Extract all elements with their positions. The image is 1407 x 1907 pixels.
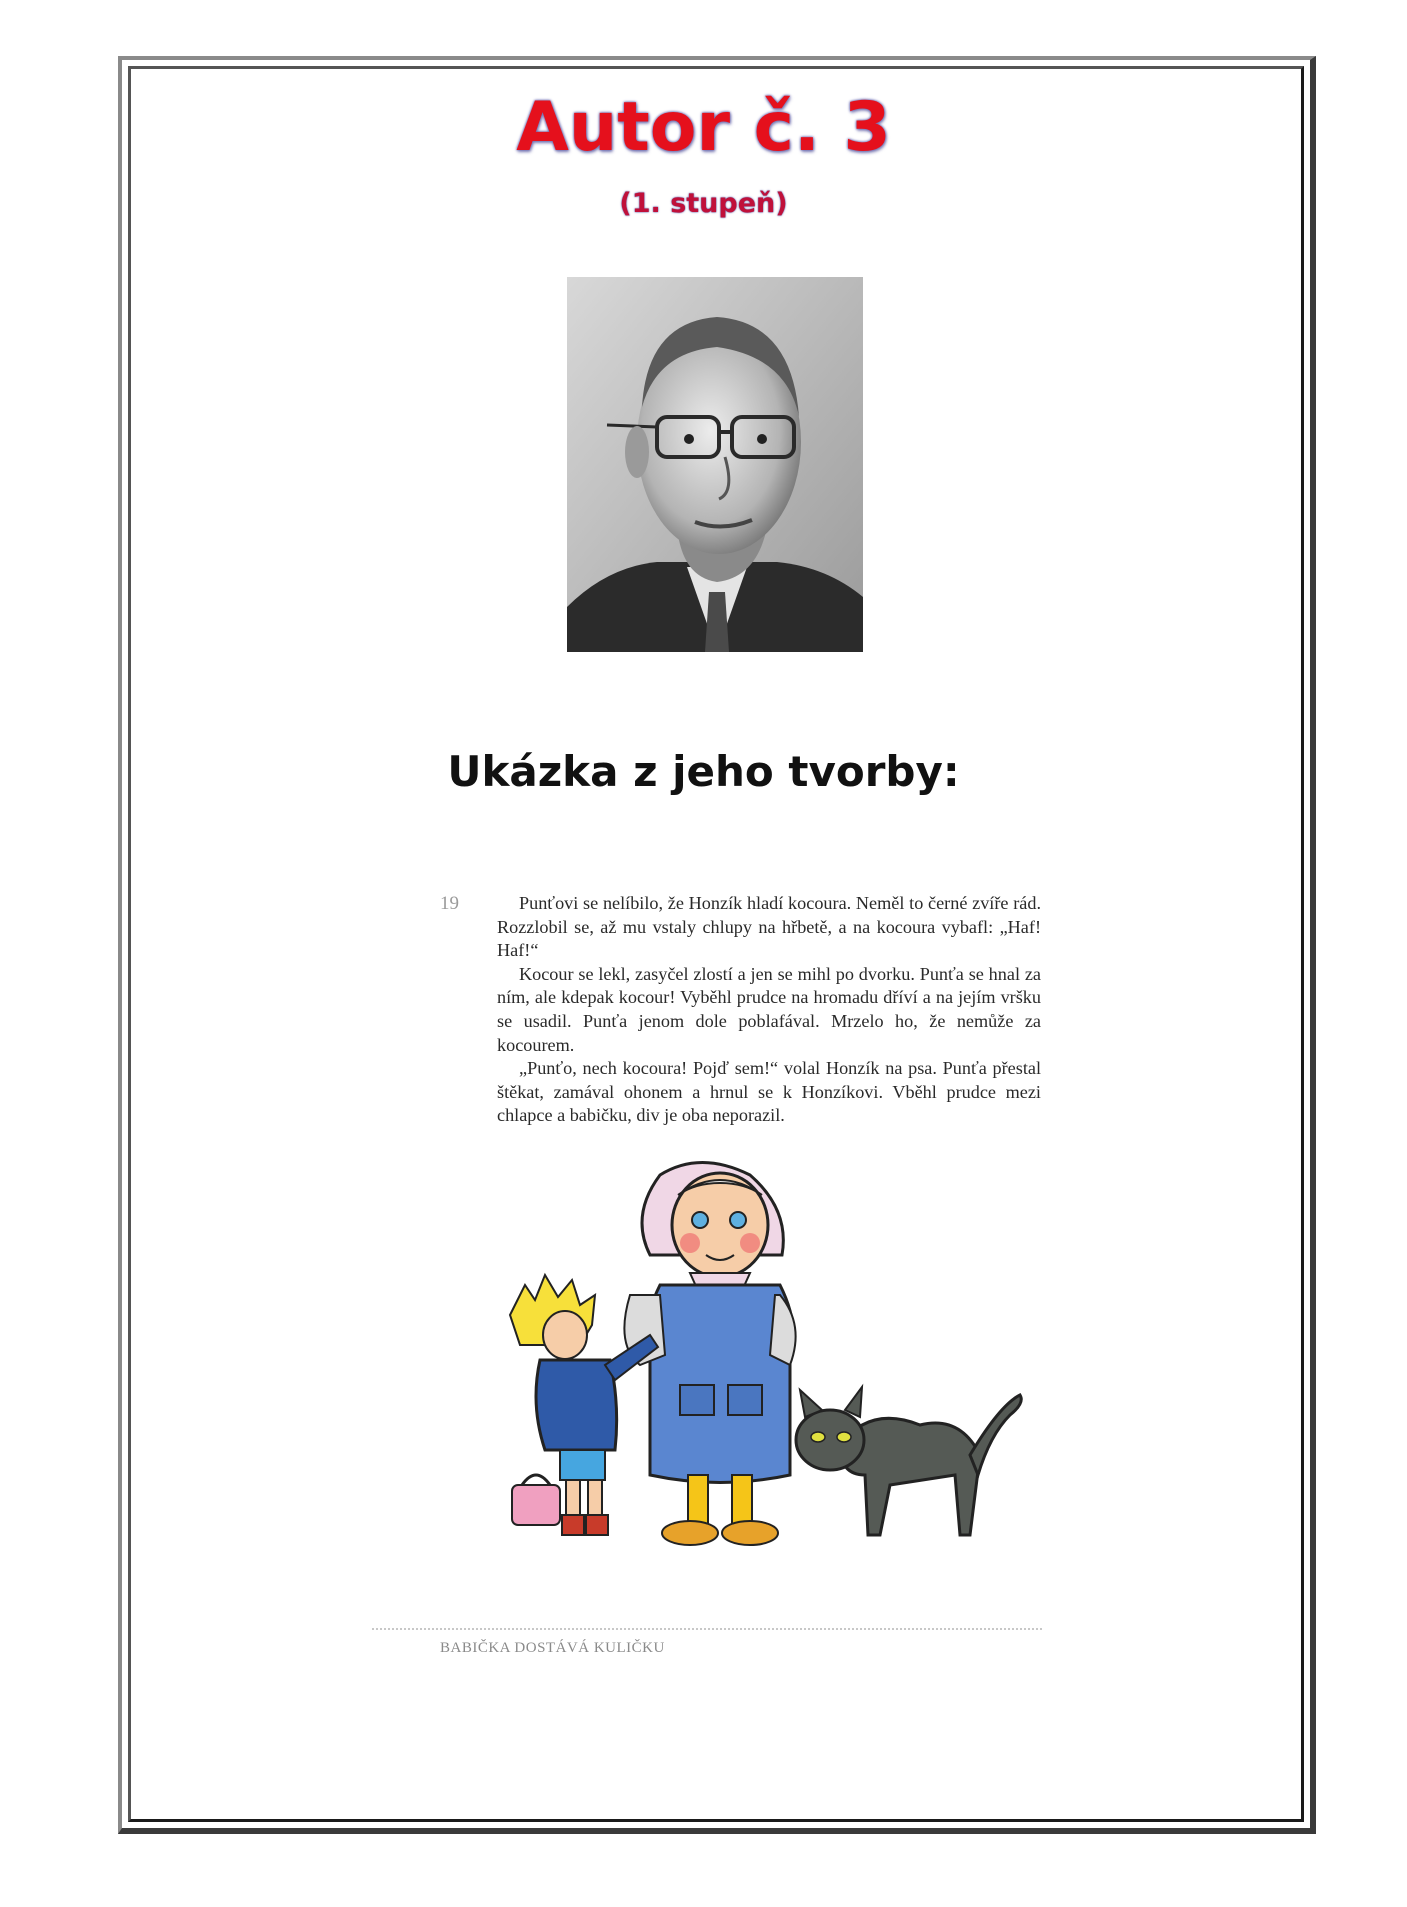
cat-figure	[796, 1387, 1021, 1535]
page-subtitle: (1. stupeň)	[619, 188, 788, 219]
book-footer-title: BABIČKA DOSTÁVÁ KULIČKU	[440, 1640, 665, 1656]
book-illustration	[500, 1155, 1040, 1565]
excerpt-paragraph: Kocour se lekl, zasyčel zlostí a jen se mihl po dvorku. Punťa se hnal za ním, ale kdepak kocour! Vyběhl prudce na hromadu dříví a na jejím vršku se usadil. Punťa jenom dole poblafával. Mrzelo ho, že nemůže za kocourem.	[497, 963, 1041, 1055]
book-page-number: 19	[440, 893, 459, 914]
footer-divider	[372, 1628, 1042, 1630]
author-portrait-photo	[567, 277, 863, 652]
excerpt-paragraph: „Punťo, nech kocoura! Pojď sem!“ volal Honzík na psa. Punťa přestal štěkat, zamával ohonem a hrnul se k Honzíkovi. Vběhl prudce mezi chlapce a babičku, div je oba neporazil.	[497, 1058, 1041, 1126]
excerpt-paragraph: Punťovi se nelíbilo, že Honzík hladí kocoura. Neměl to černé zvíře rád. Rozzlobil se, až mu vstaly chlupy na hřbetě, a na kocoura vybafl: „Haf! Haf!“	[497, 893, 1041, 961]
book-excerpt	[497, 892, 1041, 1128]
page-title: Autor č. 3	[516, 88, 891, 167]
sample-heading: Ukázka z jeho tvorby:	[447, 747, 960, 796]
